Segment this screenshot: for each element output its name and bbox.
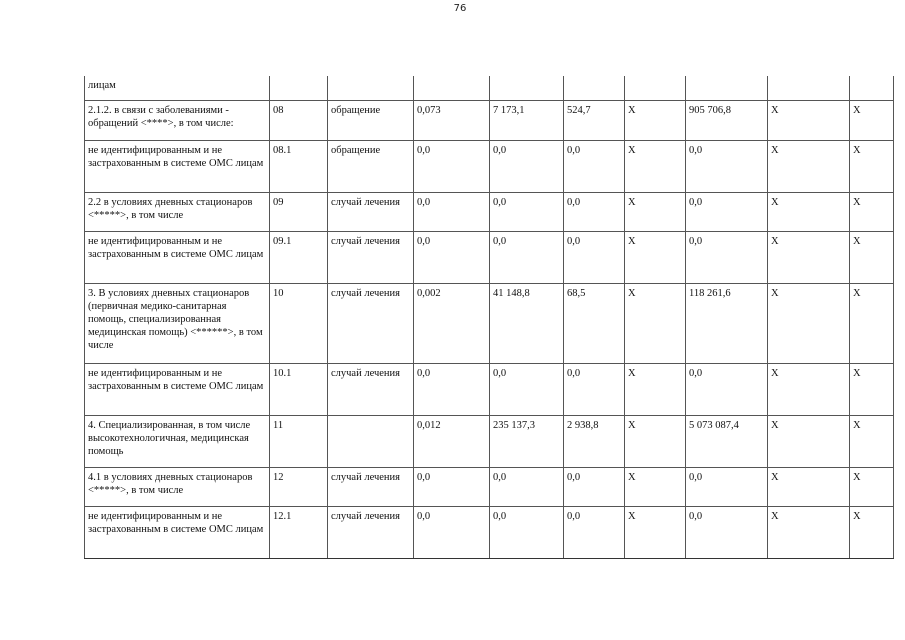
table-body bbox=[85, 76, 894, 558]
row-value-cell: 0,012 bbox=[414, 415, 490, 467]
row-value-cell: X bbox=[850, 506, 894, 558]
row-value-cell bbox=[768, 76, 850, 100]
table-row bbox=[85, 76, 894, 100]
row-code-cell: 08.1 bbox=[270, 140, 328, 192]
row-value-cell: 0,0 bbox=[686, 140, 768, 192]
row-name-cell: 2.1.2. в связи с заболеваниями - обращений <****>, в том числе: bbox=[85, 100, 270, 140]
row-value-cell: X bbox=[768, 415, 850, 467]
row-name-cell: не идентифицированным и не застрахованным в системе ОМС лицам bbox=[85, 140, 270, 192]
row-value-cell: 0,0 bbox=[490, 140, 564, 192]
row-name-cell: 4.1 в условиях дневных стационаров <*****>, в том числе bbox=[85, 467, 270, 506]
row-code-cell: 09 bbox=[270, 192, 328, 231]
data-table bbox=[84, 76, 894, 559]
row-code-cell: 09.1 bbox=[270, 231, 328, 283]
row-value-cell: 0,0 bbox=[490, 363, 564, 415]
page-number: 76 bbox=[453, 3, 467, 14]
row-value-cell: 0,0 bbox=[414, 140, 490, 192]
row-value-cell: 0,0 bbox=[414, 467, 490, 506]
table-row bbox=[85, 467, 894, 506]
row-value-cell: 0,0 bbox=[686, 506, 768, 558]
row-value-cell bbox=[414, 76, 490, 100]
row-value-cell: X bbox=[625, 231, 686, 283]
row-value-cell: X bbox=[625, 192, 686, 231]
row-name-cell: 2.2 в условиях дневных стационаров <*****>, в том числе bbox=[85, 192, 270, 231]
row-code-cell: 12.1 bbox=[270, 506, 328, 558]
row-value-cell: 0,0 bbox=[414, 506, 490, 558]
row-value-cell: 0,0 bbox=[564, 363, 625, 415]
row-value-cell: 524,7 bbox=[564, 100, 625, 140]
row-value-cell: X bbox=[768, 363, 850, 415]
table-row bbox=[85, 100, 894, 140]
row-name-cell: не идентифицированным и не застрахованным в системе ОМС лицам bbox=[85, 506, 270, 558]
row-value-cell: X bbox=[768, 231, 850, 283]
row-value-cell: X bbox=[625, 363, 686, 415]
row-value-cell: 0,0 bbox=[414, 192, 490, 231]
row-value-cell: X bbox=[850, 140, 894, 192]
row-value-cell: 0,0 bbox=[490, 506, 564, 558]
row-unit-cell: случай лечения bbox=[328, 363, 414, 415]
row-unit-cell: случай лечения bbox=[328, 231, 414, 283]
row-value-cell: X bbox=[625, 467, 686, 506]
row-code-cell: 10 bbox=[270, 283, 328, 363]
row-unit-cell: случай лечения bbox=[328, 192, 414, 231]
table-row bbox=[85, 363, 894, 415]
row-unit-cell: обращение bbox=[328, 100, 414, 140]
row-value-cell: 0,0 bbox=[490, 192, 564, 231]
row-value-cell: X bbox=[768, 100, 850, 140]
row-value-cell: 5 073 087,4 bbox=[686, 415, 768, 467]
row-value-cell: X bbox=[850, 100, 894, 140]
row-value-cell: 0,0 bbox=[414, 231, 490, 283]
row-value-cell: 0,0 bbox=[686, 192, 768, 231]
row-value-cell bbox=[850, 76, 894, 100]
row-value-cell: X bbox=[625, 283, 686, 363]
row-value-cell bbox=[564, 76, 625, 100]
row-value-cell: X bbox=[625, 506, 686, 558]
row-value-cell: 235 137,3 bbox=[490, 415, 564, 467]
row-value-cell: X bbox=[768, 192, 850, 231]
row-code-cell: 11 bbox=[270, 415, 328, 467]
row-value-cell: X bbox=[850, 415, 894, 467]
row-unit-cell: случай лечения bbox=[328, 283, 414, 363]
row-value-cell: 0,073 bbox=[414, 100, 490, 140]
row-value-cell: X bbox=[768, 140, 850, 192]
row-value-cell: X bbox=[850, 192, 894, 231]
row-unit-cell: случай лечения bbox=[328, 467, 414, 506]
row-value-cell bbox=[490, 76, 564, 100]
row-name-cell: не идентифицированным и не застрахованным в системе ОМС лицам bbox=[85, 363, 270, 415]
table-row bbox=[85, 415, 894, 467]
row-value-cell: X bbox=[850, 283, 894, 363]
row-value-cell: 905 706,8 bbox=[686, 100, 768, 140]
row-value-cell: X bbox=[625, 140, 686, 192]
row-value-cell bbox=[686, 76, 768, 100]
row-value-cell: 0,0 bbox=[414, 363, 490, 415]
row-unit-cell bbox=[328, 415, 414, 467]
row-value-cell: X bbox=[625, 100, 686, 140]
table-row bbox=[85, 192, 894, 231]
row-name-cell: не идентифицированным и не застрахованным в системе ОМС лицам bbox=[85, 231, 270, 283]
row-code-cell bbox=[270, 76, 328, 100]
row-value-cell: 0,002 bbox=[414, 283, 490, 363]
row-value-cell bbox=[625, 76, 686, 100]
row-value-cell: 2 938,8 bbox=[564, 415, 625, 467]
row-name-cell: 3. В условиях дневных стационаров (первичная медико-санитарная помощь, специализированная медицинская помощь) <******>, в том числе bbox=[85, 283, 270, 363]
row-value-cell: X bbox=[850, 363, 894, 415]
row-value-cell: 118 261,6 bbox=[686, 283, 768, 363]
row-value-cell: 7 173,1 bbox=[490, 100, 564, 140]
row-value-cell: X bbox=[768, 467, 850, 506]
row-value-cell: X bbox=[768, 283, 850, 363]
row-value-cell: 0,0 bbox=[490, 467, 564, 506]
row-value-cell: X bbox=[850, 467, 894, 506]
row-value-cell: 0,0 bbox=[490, 231, 564, 283]
row-value-cell: 0,0 bbox=[686, 231, 768, 283]
row-value-cell: X bbox=[768, 506, 850, 558]
row-value-cell: 0,0 bbox=[564, 192, 625, 231]
row-unit-cell: случай лечения bbox=[328, 506, 414, 558]
row-value-cell: X bbox=[850, 231, 894, 283]
row-unit-cell bbox=[328, 76, 414, 100]
row-code-cell: 12 bbox=[270, 467, 328, 506]
row-value-cell: 0,0 bbox=[564, 467, 625, 506]
row-name-cell: лицам bbox=[85, 76, 270, 100]
row-value-cell: 0,0 bbox=[686, 363, 768, 415]
row-value-cell: 0,0 bbox=[686, 467, 768, 506]
row-value-cell: 0,0 bbox=[564, 140, 625, 192]
table-row bbox=[85, 506, 894, 558]
row-value-cell: 0,0 bbox=[564, 231, 625, 283]
row-value-cell: 41 148,8 bbox=[490, 283, 564, 363]
row-name-cell: 4. Специализированная, в том числе высокотехнологичная, медицинская помощь bbox=[85, 415, 270, 467]
row-value-cell: 0,0 bbox=[564, 506, 625, 558]
table-row bbox=[85, 283, 894, 363]
row-code-cell: 08 bbox=[270, 100, 328, 140]
row-value-cell: X bbox=[625, 415, 686, 467]
row-value-cell: 68,5 bbox=[564, 283, 625, 363]
row-code-cell: 10.1 bbox=[270, 363, 328, 415]
row-unit-cell: обращение bbox=[328, 140, 414, 192]
table-row bbox=[85, 140, 894, 192]
table-row bbox=[85, 231, 894, 283]
